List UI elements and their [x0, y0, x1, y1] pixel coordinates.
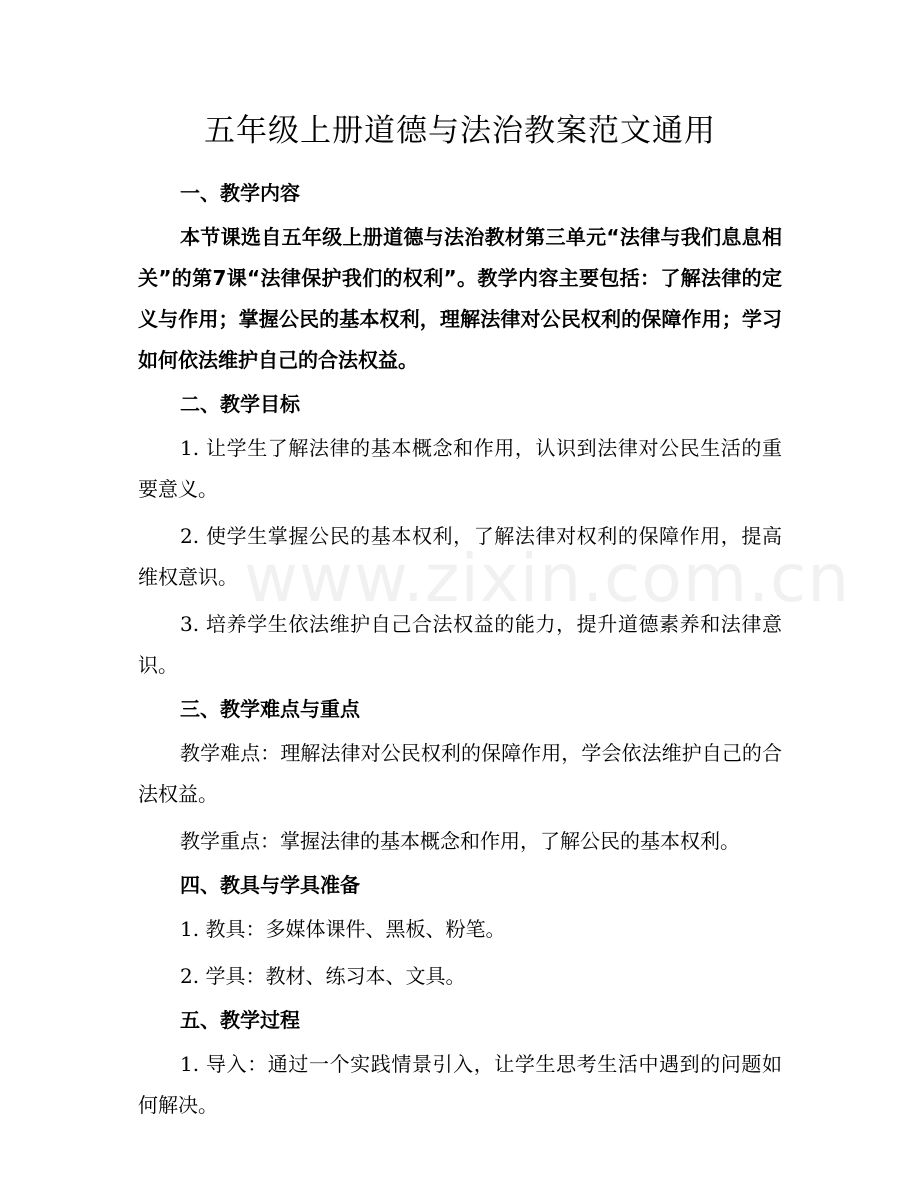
process-item-1: 1. 导入：通过一个实践情景引入，让学生思考生活中遇到的问题如何解决。 — [138, 1052, 782, 1117]
section-heading-teaching-content: 一、教学内容 — [180, 181, 300, 205]
section-heading-difficulties-focus: 三、教学难点与重点 — [180, 697, 360, 721]
paragraph-difficulty: 教学难点：理解法律对公民权利的保障作用，学会依法维护自己的合法权益。 — [138, 741, 782, 806]
paragraph-focus: 教学重点：掌握法律的基本概念和作用，了解公民的基本权利。 — [180, 829, 740, 853]
document-title: 五年级上册道德与法治教案范文通用 — [204, 113, 716, 149]
paragraph-teaching-content: 本节课选自五年级上册道德与法治教材第三单元“法律与我们息息相关”的第7课“法律保护我们的权利”。教学内容主要包括：了解法律的定义与作用；掌握公民的基本权利，理解法律对公民权利的保障作用；学习如何依法维护自己的合法权益。 — [138, 225, 782, 372]
section-heading-teaching-process: 五、教学过程 — [180, 1008, 300, 1032]
goal-item-1: 1. 让学生了解法律的基本概念和作用，认识到法律对公民生活的重要意义。 — [138, 436, 782, 501]
materials-item-2: 2. 学具：教材、练习本、文具。 — [180, 964, 466, 988]
section-heading-teaching-goals: 二、教学目标 — [180, 392, 300, 416]
section-heading-materials: 四、教具与学具准备 — [180, 873, 360, 897]
materials-item-1: 1. 教具：多媒体课件、黑板、粉笔。 — [180, 917, 506, 941]
watermark-text: www.zixin.com.cn — [244, 540, 851, 617]
goal-item-3: 3. 培养学生依法维护自己合法权益的能力，提升道德素养和法律意识。 — [138, 612, 782, 677]
goal-item-2: 2. 使学生掌握公民的基本权利，了解法律对权利的保障作用，提高维权意识。 — [138, 524, 782, 589]
